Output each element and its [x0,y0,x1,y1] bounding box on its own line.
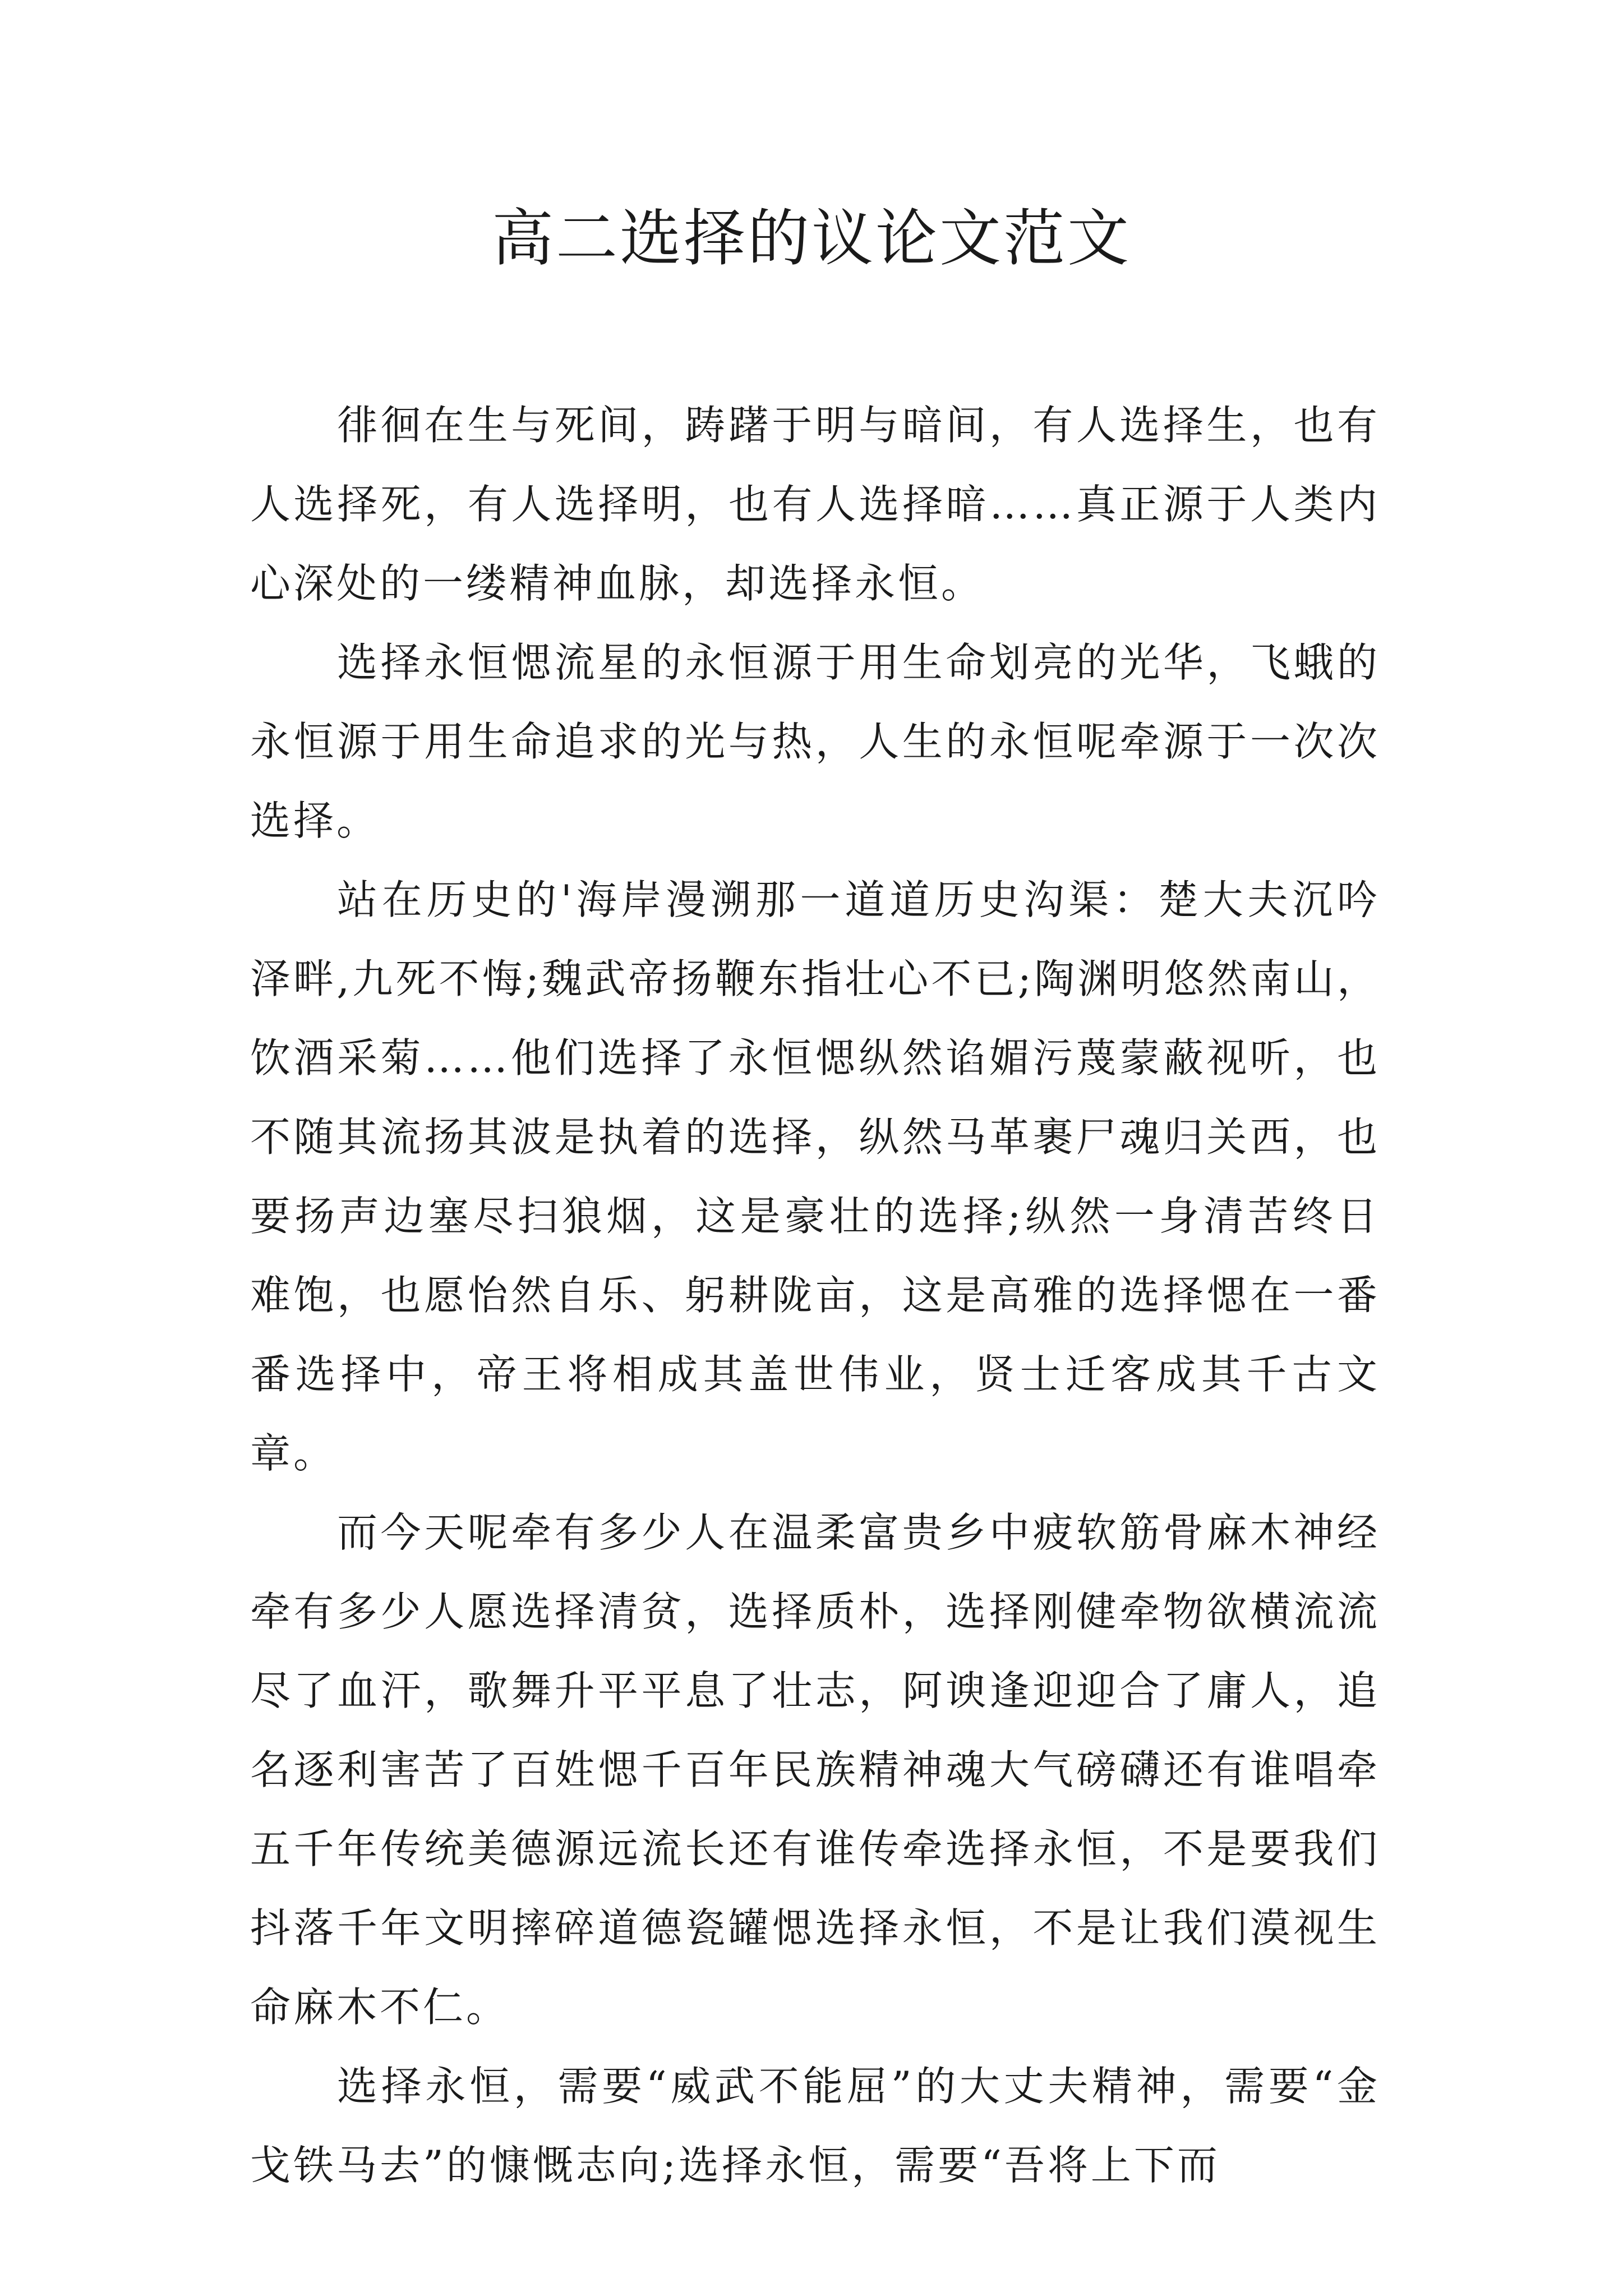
paragraph: 选择永恒愢流星的永恒源于用生命划亮的光华，飞蛾的永恒源于用生命追求的光与热，人生的永恒呢牵源于一次次选择。 [250,639,1380,844]
paragraph: 徘徊在生与死间，踌躇于明与暗间，有人选择生，也有人选择死，有人选择明，也有人选择暗……真正源于人类内心深处的一缕精神血脉，却选择永恒。 [250,402,1380,607]
paragraph: 选择永恒，需要“威武不能屈”的大丈夫精神，需要“金戈铁马去”的慷慨志向;选择永恒，需要“吾将上下而 [250,2063,1380,2189]
paragraph: 而今天呢牵有多少人在温柔富贵乡中疲软筋骨麻木神经牵有多少人愿选择清贫，选择质朴，选择刚健牵物欲横流流尽了血汗，歌舞升平平息了壮志，阿谀逢迎迎合了庸人，追名逐利害苦了百姓愢千百年民族精神魂大气磅礴还有谁唱牵五千年传统美德源远流长还有谁传牵选择永恒，不是要我们抖落千年文明摔碎道德瓷罐愢选择永恒，不是让我们漠视生命麻木不仁。 [250,1509,1380,2031]
paragraph: 站在历史的'海岸漫溯那一道道历史沟渠：楚大夫沉吟泽畔,九死不悔;魏武帝扬鞭东指壮心不已;陶渊明悠然南山，饮酒采菊……他们选择了永恒愢纵然谄媚污蔑蒙蔽视听，也不随其流扬其波是执着的选择，纵然马革裹尸魂归关西，也要扬声边塞尽扫狼烟，这是豪壮的选择;纵然一身清苦终日难饱，也愿怡然自乐、躬耕陇亩，这是高雅的选择愢在一番番选择中，帝王将相成其盖世伟业，贤士迁客成其千古文章。 [250,876,1380,1477]
document-body [250,386,1380,2205]
document-title: 高二选择的议论文范文 [492,203,1131,274]
